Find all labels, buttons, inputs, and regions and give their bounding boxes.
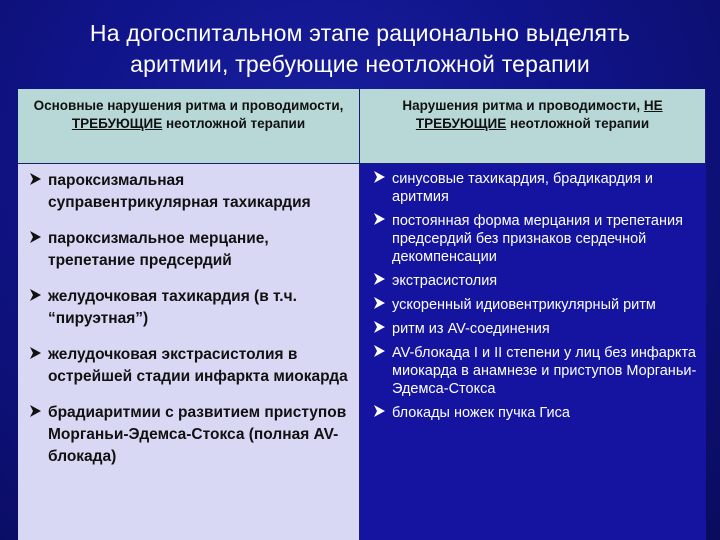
right-list-item-text: блокады ножек пучка Гиса — [392, 405, 570, 421]
title-line-2: аритмии, требующие неотложной терапии — [130, 51, 590, 77]
arrow-bullet-icon — [30, 405, 44, 417]
right-header-suffix: неотложной терапии — [506, 116, 650, 131]
left-column-header — [18, 89, 360, 164]
arrow-bullet-icon — [374, 273, 388, 285]
left-header-suffix: неотложной терапии — [162, 116, 306, 131]
arrow-bullet-icon — [30, 231, 44, 243]
right-list-item-text: экстрасистолия — [392, 273, 498, 289]
arrow-bullet-icon — [374, 405, 388, 417]
right-list-item — [374, 170, 698, 206]
arrow-bullet-icon — [30, 347, 44, 359]
right-header-emphasis: НЕ ТРЕБУЮЩИЕ — [415, 98, 663, 131]
left-list-item-text: брадиаритмии с развитием приступов Морганьи-Эдемса-Стокса (полная AV-блокада) — [48, 404, 347, 465]
left-list-item-text: пароксизмальная суправентрикулярная тахикардия — [48, 172, 311, 211]
right-list-item — [374, 404, 698, 422]
left-list-item — [30, 402, 353, 468]
right-list-item-text: AV-блокада I и II степени у лиц без инфаркта миокарда в анамнезе и приступов Морганьи-Эдемса-Стокса — [392, 345, 697, 397]
slide-title — [20, 18, 700, 80]
right-list-item-text: синусовые тахикардия, брадикардия и аритмия — [392, 171, 653, 205]
right-list-item-text: постоянная форма мерцания и трепетания предсердий без признаков сердечной декомпенсации — [392, 213, 683, 265]
right-list — [374, 170, 698, 422]
arrow-bullet-icon — [374, 171, 388, 183]
right-list-item — [374, 296, 698, 314]
left-list-item — [30, 344, 353, 388]
arrow-bullet-icon — [374, 321, 388, 333]
left-list-item — [30, 286, 353, 330]
right-column-body — [360, 164, 706, 540]
arrow-bullet-icon — [374, 297, 388, 309]
left-list-item-text: пароксизмальное мерцание, трепетание предсердий — [48, 230, 269, 269]
left-list — [30, 170, 353, 468]
arrow-bullet-icon — [30, 173, 44, 185]
left-list-item-text: желудочковая экстрасистолия в острейшей стадии инфаркта миокарда — [48, 346, 348, 385]
comparison-table — [18, 89, 706, 540]
right-list-item-text: ритм из AV-соединения — [392, 321, 550, 337]
arrow-bullet-icon — [374, 213, 388, 225]
left-header-text: Основные нарушения ритма и проводимости, — [33, 98, 344, 113]
arrow-bullet-icon — [30, 289, 44, 301]
arrow-bullet-icon — [374, 345, 388, 357]
left-list-item — [30, 228, 353, 272]
left-column-body — [18, 164, 360, 540]
right-list-item-text: ускоренный идиовентрикулярный ритм — [392, 297, 656, 313]
right-header-text: Нарушения ритма и проводимости, — [402, 98, 644, 113]
right-column-header — [360, 89, 706, 164]
left-header-emphasis: ТРЕБУЮЩИЕ — [71, 116, 163, 131]
title-line-1: На догоспитальном этапе рационально выделять — [89, 20, 631, 46]
right-list-item — [374, 212, 698, 266]
right-list-item — [374, 344, 698, 398]
right-list-item — [374, 320, 698, 338]
right-list-item — [374, 272, 698, 290]
left-list-item — [30, 170, 353, 214]
left-list-item-text: желудочковая тахикардия (в т.ч. “пируэтная”) — [48, 288, 297, 327]
